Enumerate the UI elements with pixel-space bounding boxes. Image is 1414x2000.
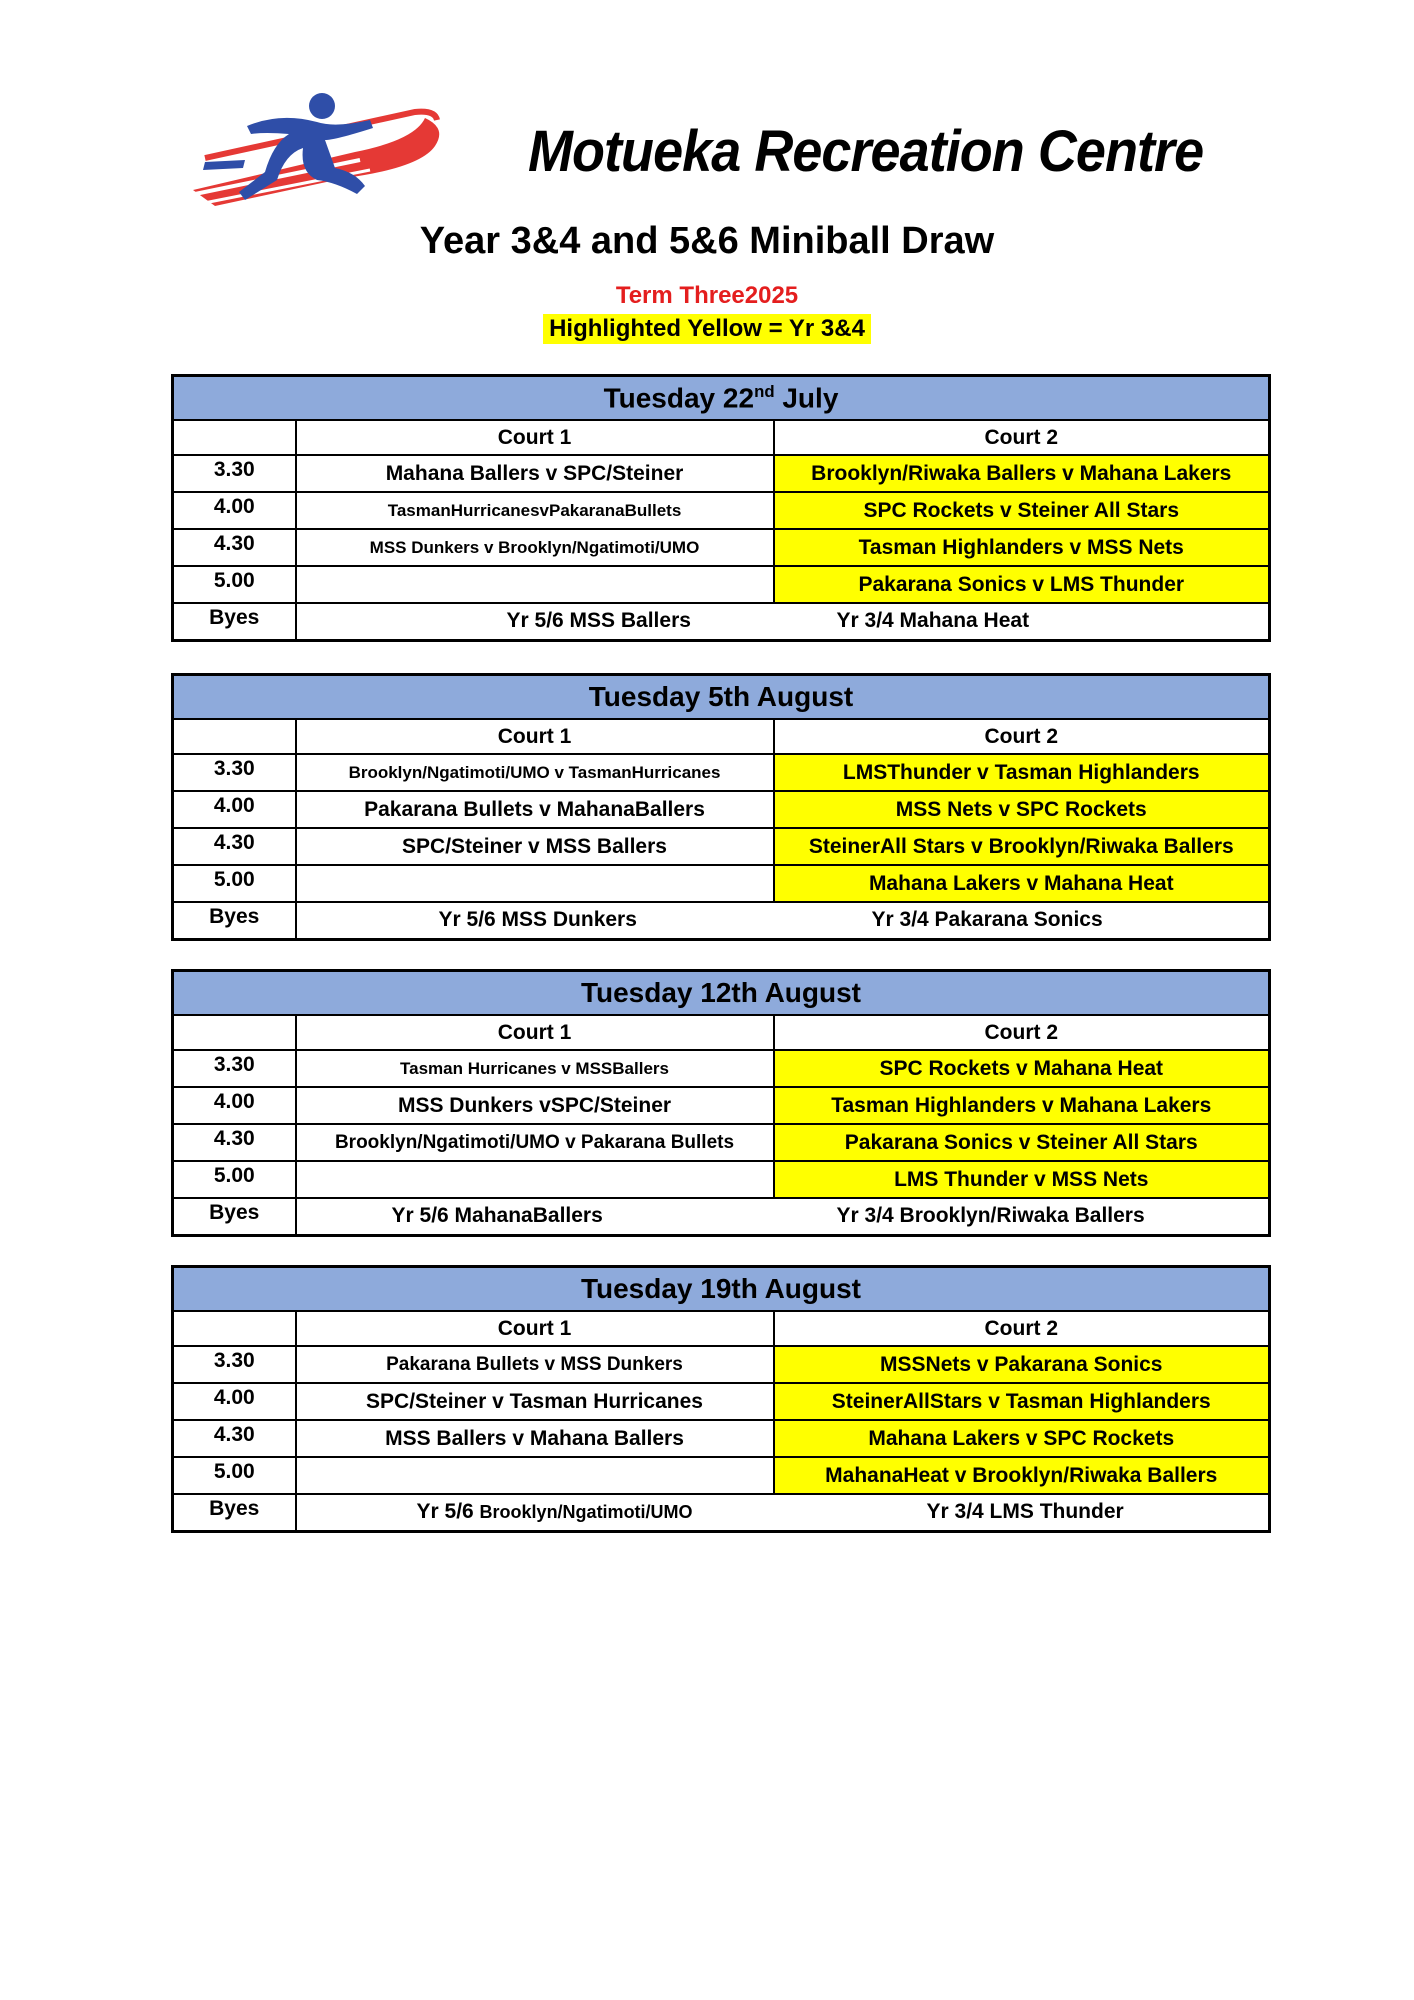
court-1-match (296, 865, 774, 902)
court-2-header: Court 2 (774, 1311, 1270, 1346)
court-2-match: LMS Thunder v MSS Nets (774, 1161, 1270, 1198)
court-1-header: Court 1 (296, 1015, 774, 1050)
court-2-match: Tasman Highlanders v Mahana Lakers (774, 1087, 1270, 1124)
time-cell: 3.30 (173, 1050, 296, 1087)
court-1-match (296, 1457, 774, 1494)
court-1-match: Brooklyn/Ngatimoti/UMO v Pakarana Bullets (296, 1124, 774, 1161)
draw-table-week-1 (171, 374, 1271, 642)
court-1-header: Court 1 (296, 1311, 774, 1346)
court-1-match: SPC/Steiner v Tasman Hurricanes (296, 1383, 774, 1420)
court-1-header: Court 1 (296, 420, 774, 455)
court-2-match: MSS Nets v SPC Rockets (774, 791, 1270, 828)
court-1-header: Court 1 (296, 719, 774, 754)
byes-label: Byes (173, 1198, 296, 1236)
court-1-match: SPC/Steiner v MSS Ballers (296, 828, 774, 865)
court-2-header: Court 2 (774, 420, 1270, 455)
byes-cell (296, 603, 1270, 641)
court-2-match: SteinerAll Stars v Brooklyn/Riwaka Ballers (774, 828, 1270, 865)
court-1-match: Pakarana Bullets v MahanaBallers (296, 791, 774, 828)
court-1-match: TasmanHurricanesvPakaranaBullets (296, 492, 774, 529)
court-2-header: Court 2 (774, 719, 1270, 754)
draw-table-week-4 (171, 1265, 1271, 1533)
byes-cell (296, 902, 1270, 940)
byes-label: Byes (173, 603, 296, 641)
org-name: Motueka Recreation Centre (528, 119, 1204, 184)
court-2-match: Mahana Lakers v SPC Rockets (774, 1420, 1270, 1457)
week-date-header: Tuesday 12th August (173, 971, 1270, 1016)
time-cell: 5.00 (173, 566, 296, 603)
legend-note: Highlighted Yellow = Yr 3&4 (543, 314, 871, 344)
court-2-match: Brooklyn/Riwaka Ballers v Mahana Lakers (774, 455, 1270, 492)
week-date-header: Tuesday 19th August (173, 1267, 1270, 1312)
time-cell: 4.30 (173, 1124, 296, 1161)
court-2-match: LMSThunder v Tasman Highlanders (774, 754, 1270, 791)
court-1-match (296, 1161, 774, 1198)
time-cell: 4.30 (173, 529, 296, 566)
time-cell: 4.00 (173, 1383, 296, 1420)
court-2-match: Tasman Highlanders v MSS Nets (774, 529, 1270, 566)
court-1-match (296, 566, 774, 603)
bye-yr56: Yr 5/6 MahanaBallers (391, 1204, 603, 1227)
draw-table-week-2 (171, 673, 1271, 941)
bye-yr34: Yr 3/4 Pakarana Sonics (871, 908, 1103, 931)
court-1-match: Pakarana Bullets v MSS Dunkers (296, 1346, 774, 1383)
court-1-match: MSS Dunkers v Brooklyn/Ngatimoti/UMO (296, 529, 774, 566)
time-cell: 4.00 (173, 1087, 296, 1124)
time-cell: 3.30 (173, 455, 296, 492)
bye-yr34: Yr 3/4 LMS Thunder (926, 1500, 1124, 1523)
time-cell: 4.00 (173, 492, 296, 529)
court-2-header: Court 2 (774, 1015, 1270, 1050)
time-cell: 4.30 (173, 1420, 296, 1457)
time-cell: 4.30 (173, 828, 296, 865)
court-2-match: MSSNets v Pakarana Sonics (774, 1346, 1270, 1383)
court-2-match: SPC Rockets v Mahana Heat (774, 1050, 1270, 1087)
court-2-match: MahanaHeat v Brooklyn/Riwaka Ballers (774, 1457, 1270, 1494)
draw-table-week-3 (171, 969, 1271, 1237)
time-cell: 3.30 (173, 754, 296, 791)
term-label: Term Three2025 (615, 282, 799, 309)
court-1-match: MSS Dunkers vSPC/Steiner (296, 1087, 774, 1124)
bye-yr34: Yr 3/4 Brooklyn/Riwaka Ballers (836, 1204, 1145, 1227)
bye-yr56: Yr 5/6 Brooklyn/Ngatimoti/UMO (416, 1500, 693, 1523)
court-1-match: MSS Ballers v Mahana Ballers (296, 1420, 774, 1457)
time-cell: 5.00 (173, 1457, 296, 1494)
bye-yr56: Yr 5/6 MSS Ballers (506, 609, 691, 632)
byes-cell (296, 1494, 1270, 1532)
byes-cell (296, 1198, 1270, 1236)
court-2-match: SteinerAllStars v Tasman Highlanders (774, 1383, 1270, 1420)
week-date-header: Tuesday 22nd July (173, 376, 1270, 421)
byes-label: Byes (173, 902, 296, 940)
time-cell: 4.00 (173, 791, 296, 828)
page-title: Year 3&4 and 5&6 Miniball Draw (419, 220, 995, 262)
time-cell: 5.00 (173, 1161, 296, 1198)
court-2-match: SPC Rockets v Steiner All Stars (774, 492, 1270, 529)
logo-runner-icon (185, 88, 455, 213)
court-1-match: Mahana Ballers v SPC/Steiner (296, 455, 774, 492)
bye-yr34: Yr 3/4 Mahana Heat (836, 609, 1030, 632)
court-1-match: Tasman Hurricanes v MSSBallers (296, 1050, 774, 1087)
court-2-match: Mahana Lakers v Mahana Heat (774, 865, 1270, 902)
week-date-header: Tuesday 5th August (173, 675, 1270, 720)
court-1-match: Brooklyn/Ngatimoti/UMO v TasmanHurricanes (296, 754, 774, 791)
time-cell: 5.00 (173, 865, 296, 902)
byes-label: Byes (173, 1494, 296, 1532)
bye-yr56: Yr 5/6 MSS Dunkers (438, 908, 637, 931)
court-2-match: Pakarana Sonics v LMS Thunder (774, 566, 1270, 603)
time-cell: 3.30 (173, 1346, 296, 1383)
court-2-match: Pakarana Sonics v Steiner All Stars (774, 1124, 1270, 1161)
